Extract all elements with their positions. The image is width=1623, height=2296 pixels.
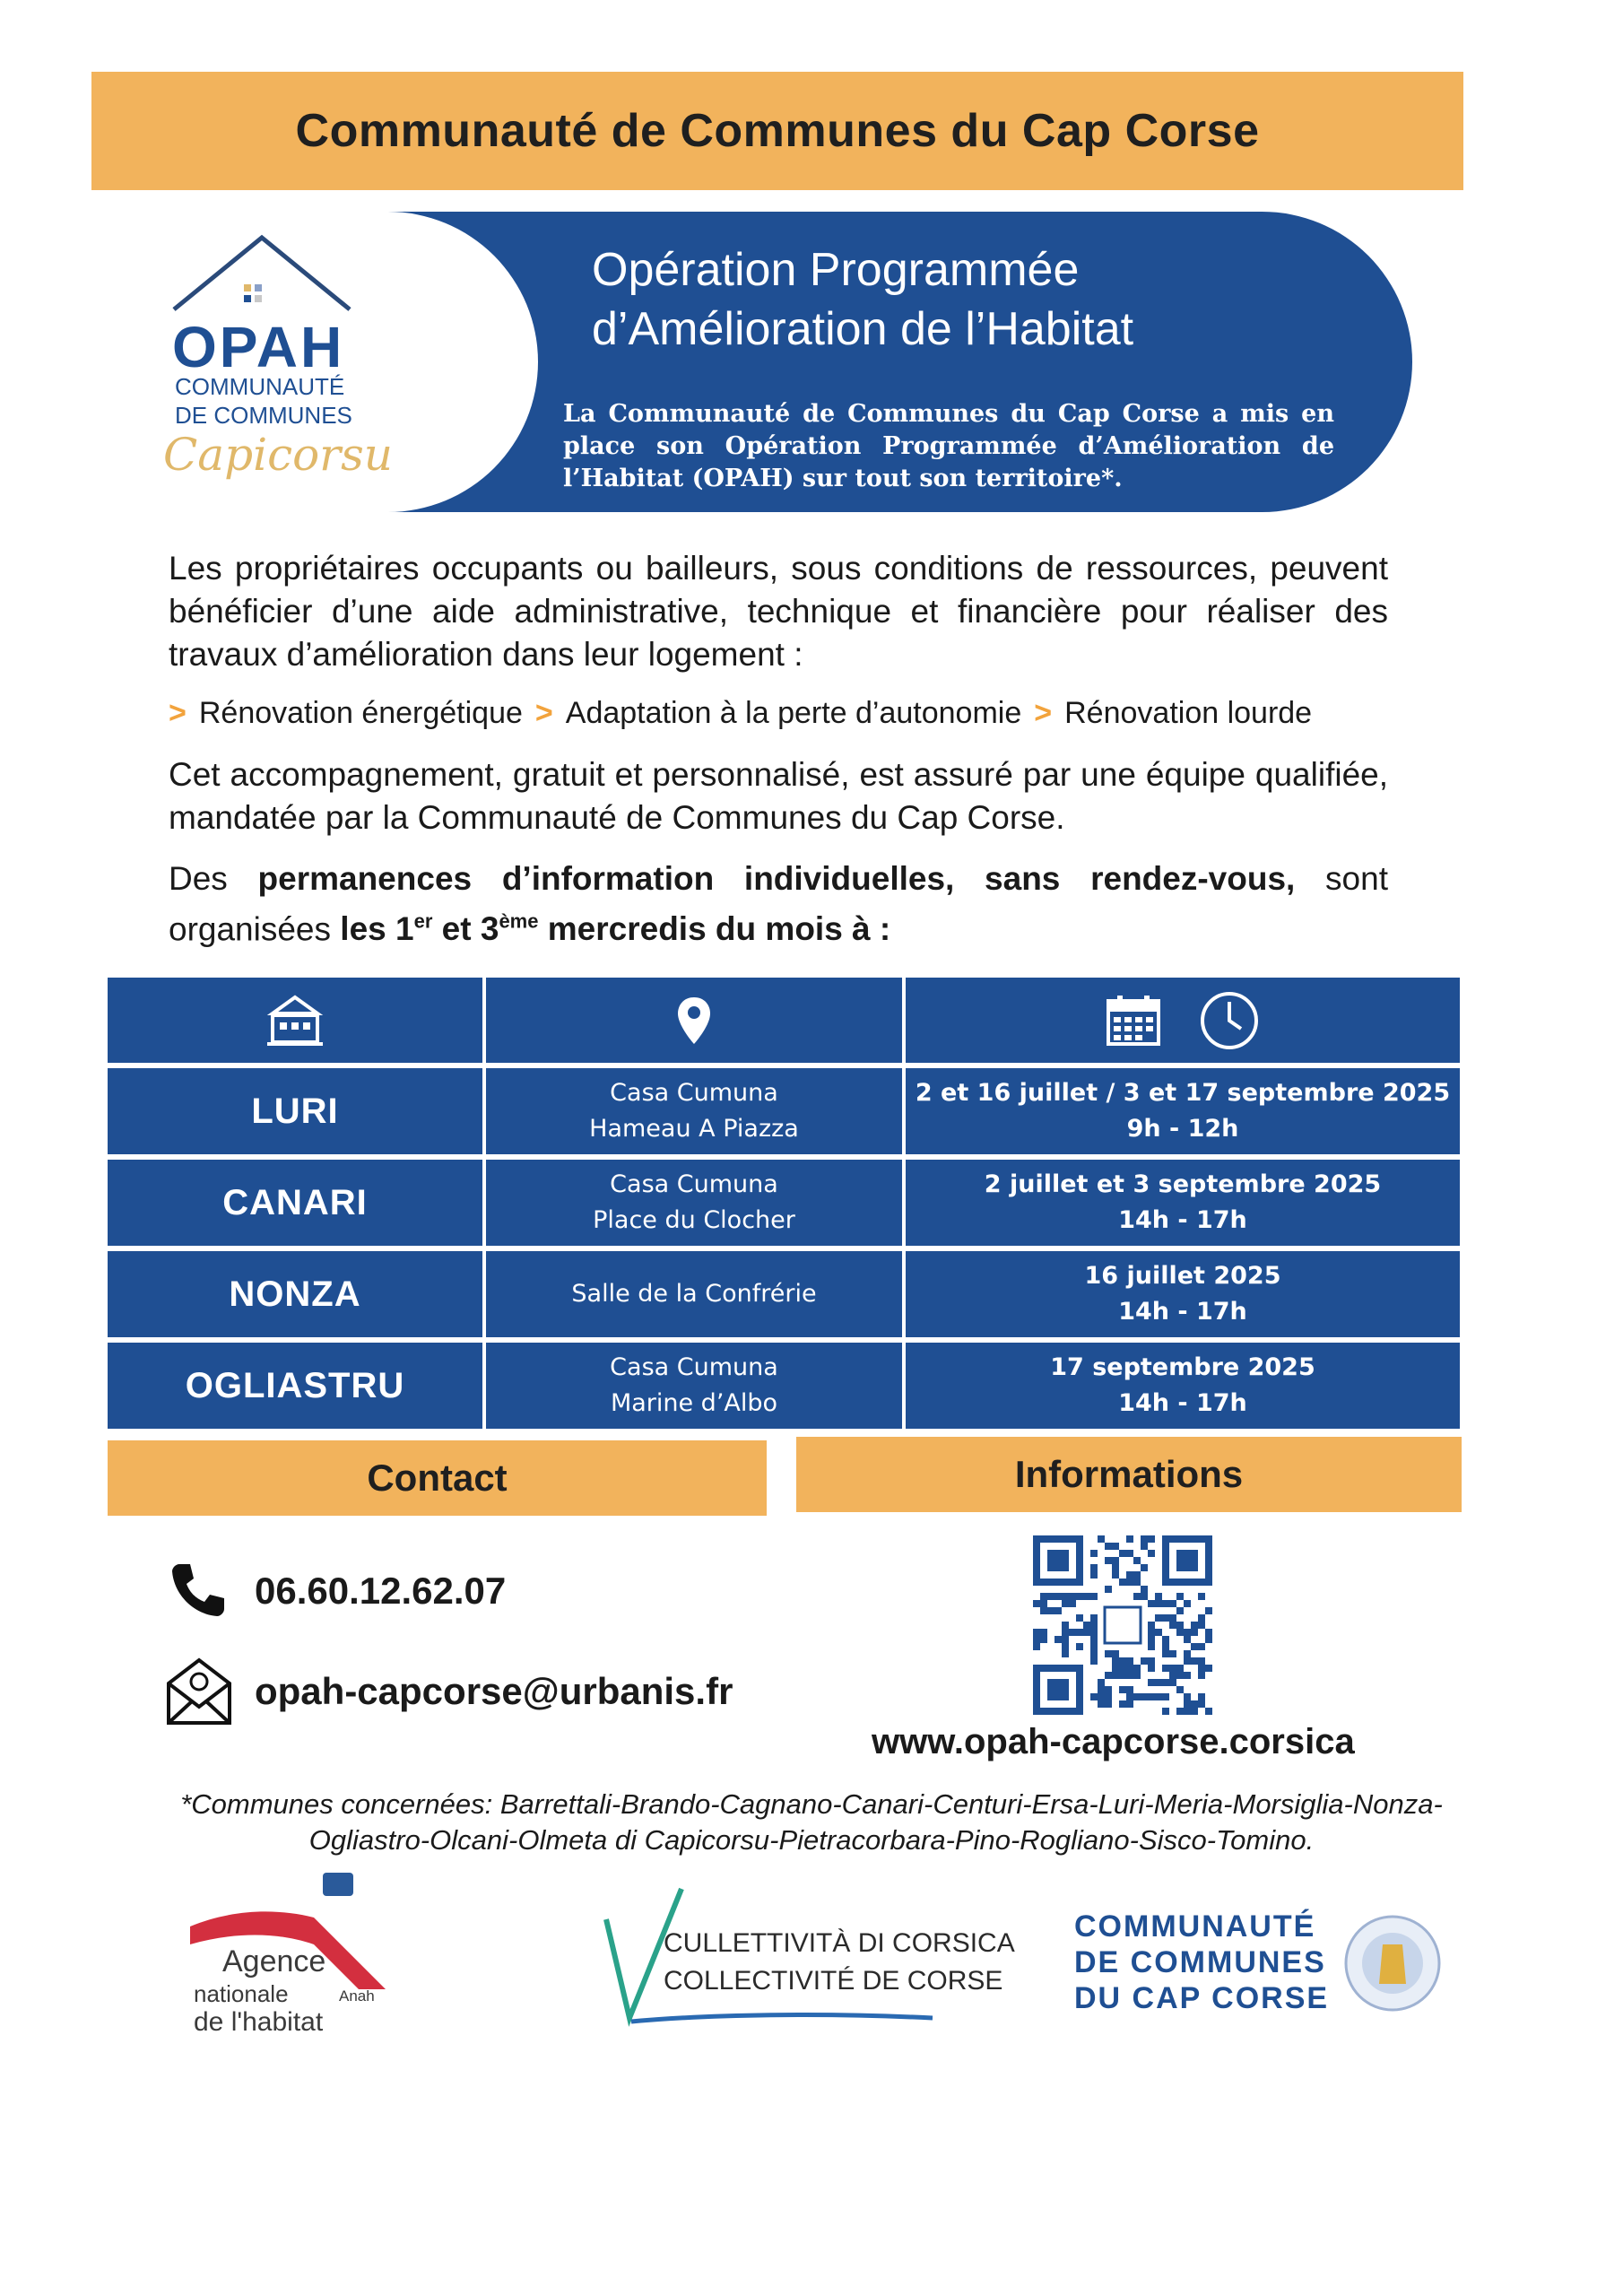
bullet-arrow: > [169,696,187,730]
table-cell-town: NONZA [108,1251,482,1337]
phone-icon [167,1559,230,1622]
bullet-item: Rénovation lourde [1064,696,1313,730]
place-line2: Marine d’Albo [610,1389,778,1417]
place-line1: Casa Cumuna [610,1170,778,1198]
opah-logo-sub1: COMMUNAUTÉ [175,373,345,400]
table-header-row [108,978,1460,1063]
date-line: 2 et 16 juillet / 3 et 17 septembre 2025 [915,1079,1451,1107]
phone-number[interactable]: 06.60.12.62.07 [255,1570,507,1612]
cap-corse-logo-text [1074,1909,1329,2016]
table-cell-town: OGLIASTRU [108,1343,482,1429]
town-hall-icon [264,994,326,1048]
anah-text-small: Anah [339,1987,375,2005]
place-line1: Casa Cumuna [610,1079,778,1107]
anah-text: Agence [222,1944,326,1979]
table-row [108,1068,1460,1154]
para3-text: Des [169,860,258,897]
place-line2: Place du Clocher [593,1206,795,1234]
para3-text: sont organisées [169,860,1388,948]
bullet-item: Rénovation énergétique [198,696,523,730]
para3-bold: mercredis du mois à : [538,910,891,948]
cc-line: DE COMMUNES [1074,1945,1326,1979]
table-cell-town: LURI [108,1068,482,1154]
email-address[interactable]: opah-capcorse@urbanis.fr [255,1670,733,1712]
contact-heading: Contact [367,1457,508,1499]
hero-title [592,240,1381,359]
time-line: 9h - 12h [1126,1115,1239,1143]
time-line: 14h - 17h [1118,1298,1247,1326]
contact-bar [108,1440,767,1516]
info-bar [796,1437,1462,1512]
qr-code-icon[interactable] [1033,1535,1212,1715]
top-banner [91,72,1463,190]
opah-logo-word: OPAH [172,315,345,379]
opah-logo-script: Capicorsu [163,429,393,481]
hero-text: La Communauté de Communes du Cap Corse a mis en place son Opération Programmée d’Amélioration de l’Habitat (OPAH) sur tout son territoire*. [563,400,1334,492]
table-cell-date [906,1343,1460,1429]
time-line: 14h - 17h [1118,1389,1247,1417]
table-cell-date [906,1251,1460,1337]
clock-icon [1198,989,1261,1052]
table-row [108,1251,1460,1337]
location-pin-icon [674,994,714,1048]
place-line2: Hameau A Piazza [589,1115,799,1143]
bullet-item: Adaptation à la perte d’autonomie [565,696,1022,730]
cc-line: DU CAP CORSE [1074,1981,1330,2015]
corsica-text: COLLECTIVITÉ DE CORSE [664,1966,1003,1996]
table-cell-date [906,1068,1460,1154]
table-cell-place [486,1251,902,1337]
table-header-date [906,978,1460,1063]
table-header-town [108,978,482,1063]
bullet-arrow: > [534,696,553,730]
communes-footnote: *Communes concernées: Barrettali-Brando-Cagnano-Canari-Centuri-Ersa-Luri-Meria-Morsiglia-Nonza-Ogliastro-Olcani-Olmeta di Capicorsu-Pietracorbara-Pino-Rogliano-Sisco-Tomino. [180,1788,1443,1856]
table-row [108,1160,1460,1246]
table-cell-place [486,1160,902,1246]
para3-sup: er [413,910,433,933]
hero-title-line2: d’Amélioration de l’Habitat [592,303,1134,355]
bullet-arrow: > [1034,696,1053,730]
table-cell-place [486,1343,902,1429]
hero-title-line1: Opération Programmée [592,244,1080,296]
place-line1: Casa Cumuna [610,1353,778,1381]
cc-line: COMMUNAUTÉ [1074,1909,1316,1944]
page-title: Communauté de Communes du Cap Corse [295,105,1260,157]
table-header-place [486,978,902,1063]
table-cell-town: CANARI [108,1160,482,1246]
table-cell-date [906,1160,1460,1246]
corsica-text: CULLETTIVITÀ DI CORSICA [664,1928,1015,1958]
support-paragraph: Cet accompagnement, gratuit et personnalisé, est assuré par une équipe qualifiée, mandatée par la Communauté de Communes du Cap Corse. [169,756,1388,836]
corsica-logo-icon [601,1883,942,2036]
para3-bold: les 1 [340,910,414,948]
para3-sup: ème [499,910,539,933]
website-link[interactable]: www.opah-capcorse.corsica [872,1722,1355,1761]
schedule-table [108,978,1460,1434]
mail-icon [165,1655,233,1726]
date-line: 16 juillet 2025 [1084,1262,1281,1290]
para3-bold: permanences d’information individuelles, sans rendez-vous, [257,860,1296,897]
para3-bold: et 3 [432,910,499,948]
time-line: 14h - 17h [1118,1206,1247,1234]
anah-text: nationale [194,1980,289,2007]
table-cell-place [486,1068,902,1154]
calendar-icon [1105,994,1162,1048]
anah-text: de l'habitat [194,2007,324,2037]
permanences-paragraph [169,857,1388,951]
opah-logo-sub2: DE COMMUNES [175,402,352,429]
table-row [108,1343,1460,1429]
date-line: 2 juillet et 3 septembre 2025 [984,1170,1382,1198]
date-line: 17 septembre 2025 [1050,1353,1315,1381]
work-types-list [169,696,1406,731]
seal-icon [1343,1914,1442,2013]
info-heading: Informations [1014,1453,1244,1495]
place-line1: Salle de la Confrérie [571,1280,817,1308]
intro-paragraph: Les propriétaires occupants ou bailleurs, sous conditions de ressources, peuvent bénéficier d’une aide administrative, technique et financière pour réaliser des travaux d’amélioration dans leur logement : [169,550,1388,673]
